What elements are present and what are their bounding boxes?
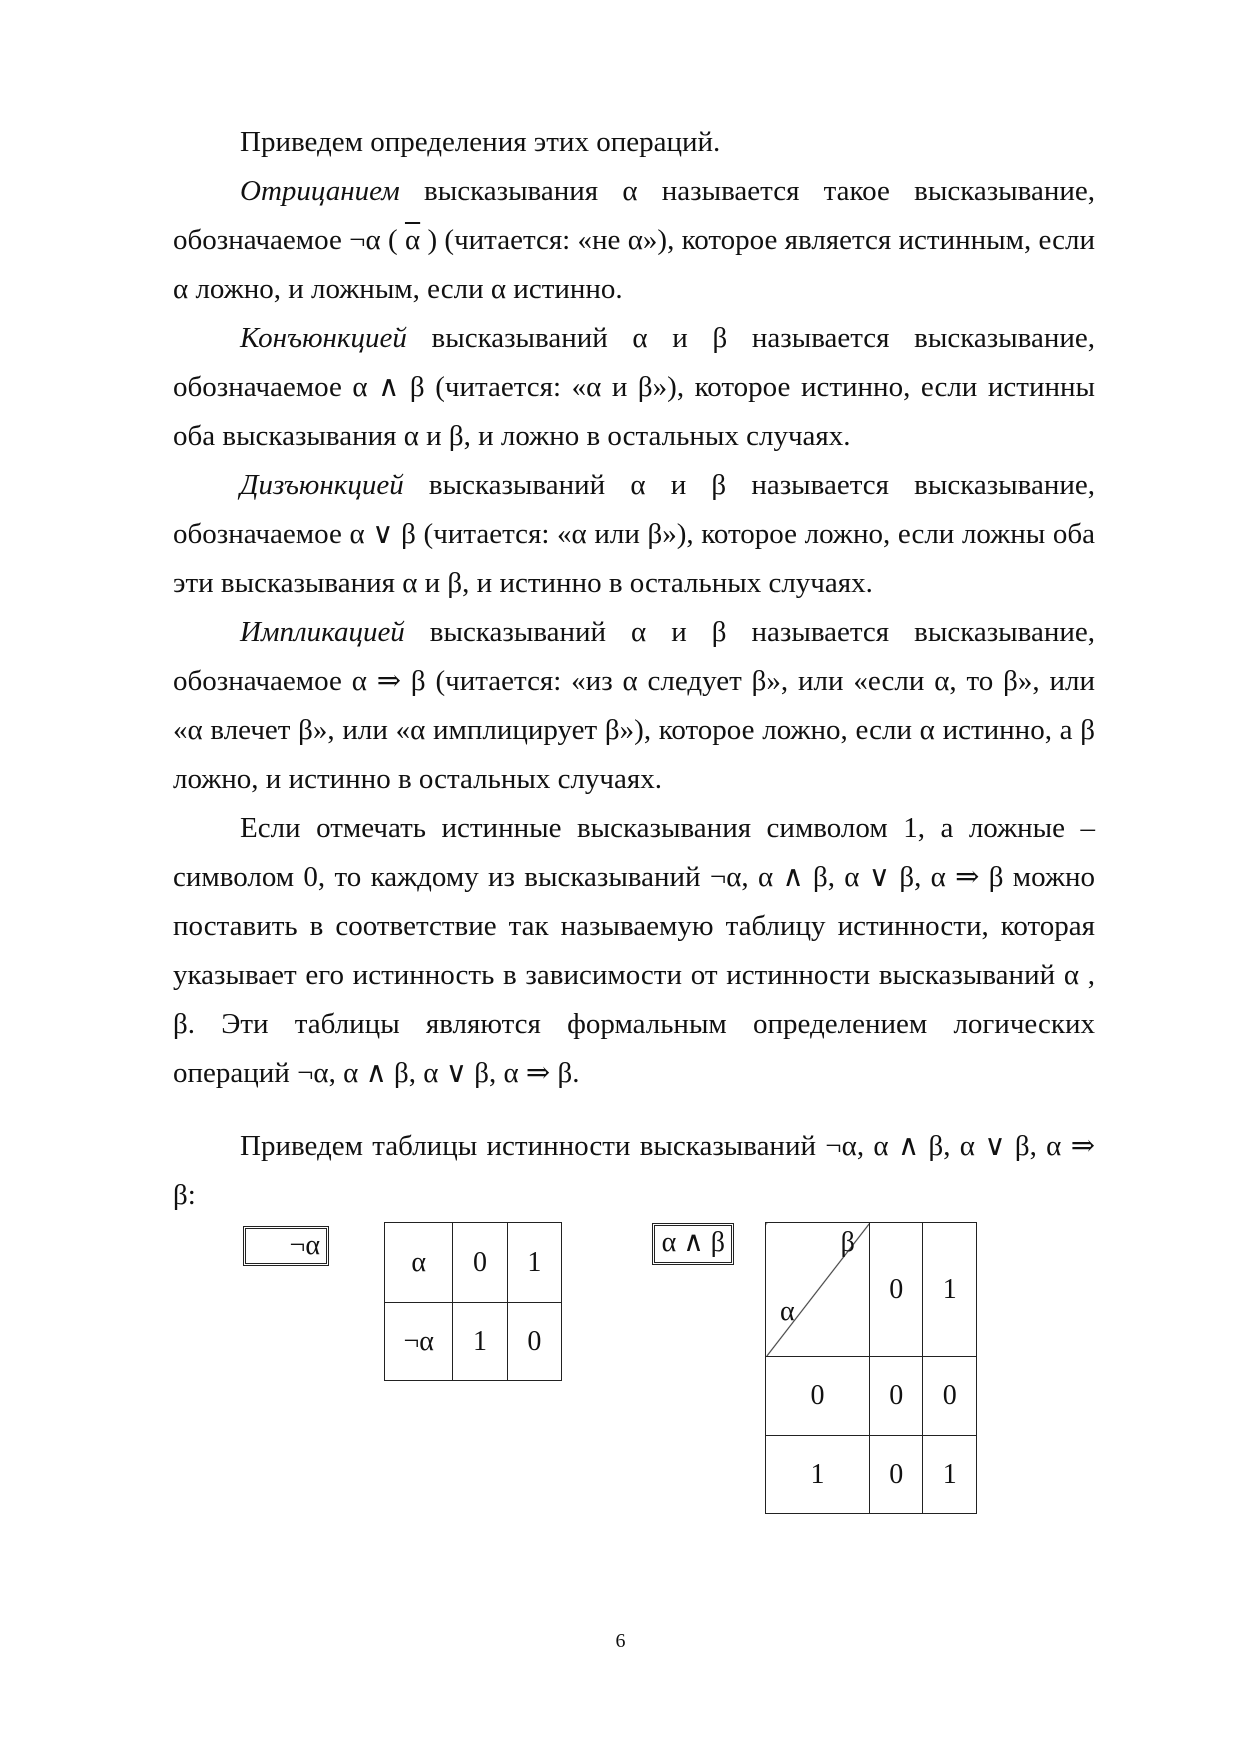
paragraph-disjunction <box>173 461 1095 608</box>
table-cell: α <box>385 1223 453 1303</box>
and-table-label: α ∧ β <box>652 1223 734 1265</box>
negation-text-1: высказывания α называется такое высказывание, обозначаемое ¬α ( <box>173 175 1095 256</box>
table-cell: 1 <box>923 1223 977 1357</box>
page-number: 6 <box>615 1630 626 1652</box>
paragraph-implication <box>173 608 1095 804</box>
table-row <box>766 1357 977 1436</box>
disjunction-text: высказываний α и β называется высказывание, обозначаемое α ∨ β (читается: «α или β»), которое ложно, если ложны оба эти высказывания α и β, и истинно в остальных случаях. <box>173 469 1095 599</box>
table-cell: 0 <box>766 1357 870 1436</box>
term-implication: Импликацией <box>240 616 405 648</box>
paragraph-conjunction <box>173 314 1095 461</box>
paragraph-intro: Приведем определения этих операций. <box>240 126 721 158</box>
paragraph-tables-intro: Приведем таблицы истинности высказываний ¬α, α ∧ β, α ∨ β, α ⇒ β: <box>173 1130 1095 1211</box>
table-cell: 0 <box>453 1223 507 1303</box>
negation-overline-symbol: $\overline{\alpha}$ <box>404 224 421 256</box>
table-cell: 1 <box>453 1303 507 1381</box>
corner-beta: β <box>840 1227 855 1258</box>
table-row <box>766 1223 977 1357</box>
corner-alpha: α <box>780 1296 795 1327</box>
term-disjunction: Дизъюнкцией <box>240 469 404 501</box>
table-cell: 0 <box>869 1357 923 1436</box>
table-cell: 0 <box>507 1303 561 1381</box>
table-row <box>385 1303 562 1381</box>
table-cell: 0 <box>869 1436 923 1514</box>
implication-text: высказываний α и β называется высказывание, обозначаемое α ⇒ β (читается: «из α следует β», или «если α, то β», или «α влечет β», или «α имплицирует β»), которое ложно, если α истинно, а β ложно, и истинно в остальных случаях. <box>173 616 1095 795</box>
table-cell: 1 <box>923 1436 977 1514</box>
table-cell: 1 <box>766 1436 870 1514</box>
table-cell: 0 <box>869 1223 923 1357</box>
table-cell: ¬α <box>385 1303 453 1381</box>
table-corner-cell <box>766 1223 870 1357</box>
term-conjunction: Конъюнкцией <box>240 322 407 354</box>
term-negation: Отрицанием <box>240 175 400 207</box>
not-table-label: ¬α <box>243 1226 329 1266</box>
table-cell: 1 <box>507 1223 561 1303</box>
negation-text-2: ) (читается: «не α»), которое является истинным, если α ложно, и ложным, если α истинно. <box>173 224 1095 305</box>
paragraph-truth-values: Если отмечать истинные высказывания символом 1, а ложные – символом 0, то каждому из высказываний ¬α, α ∧ β, α ∨ β, α ⇒ β можно поставить в соответствие так называемую таблицу истинности, которая указывает его истинность в зависимости от истинности высказываний α , β. Эти таблицы являются формальным определением логических операций ¬α, α ∧ β, α ∨ β, α ⇒ β. <box>173 812 1095 1089</box>
table-row <box>766 1436 977 1514</box>
conjunction-text: высказываний α и β называется высказывание, обозначаемое α ∧ β (читается: «α и β»), которое истинно, если истинны оба высказывания α и β, и ложно в остальных случаях. <box>173 322 1095 452</box>
table-row <box>385 1223 562 1303</box>
body-text <box>173 118 1095 1220</box>
table-cell: 0 <box>923 1357 977 1436</box>
and-truth-table <box>765 1222 977 1514</box>
paragraph-negation <box>173 167 1095 314</box>
not-truth-table <box>384 1222 562 1381</box>
